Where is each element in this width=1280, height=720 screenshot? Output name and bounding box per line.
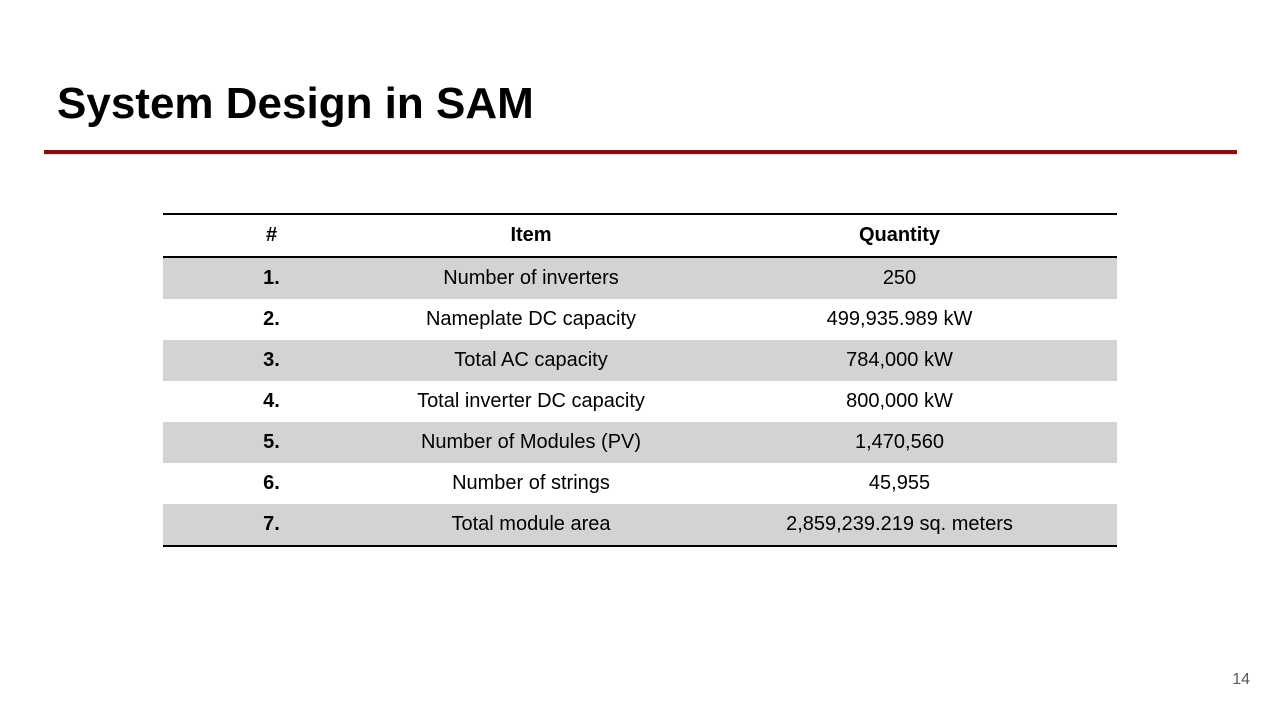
table-row: [163, 381, 1117, 422]
row-number: 2.: [263, 308, 280, 330]
title-divider: [44, 150, 1237, 154]
header-item: Item: [510, 224, 552, 246]
row-quantity: 499,935.989 kW: [826, 308, 973, 330]
table-row: [163, 257, 1117, 299]
page-number: 14: [1232, 671, 1250, 688]
table-row: [163, 463, 1117, 504]
row-number: 1.: [263, 267, 280, 289]
row-quantity: 250: [882, 267, 917, 289]
row-quantity: 784,000 kW: [846, 349, 953, 371]
row-number: 6.: [263, 472, 280, 494]
table-row: [163, 340, 1117, 381]
table-body: [163, 257, 1117, 546]
table-row: [163, 422, 1117, 463]
table-header: [163, 214, 1117, 257]
row-quantity: 1,470,560: [855, 431, 944, 453]
slide-title: System Design in SAM: [57, 79, 534, 128]
row-number: 7.: [263, 513, 280, 535]
system-design-table: [163, 213, 1117, 547]
row-quantity: 45,955: [868, 472, 931, 494]
row-number: 4.: [263, 390, 280, 412]
row-item: Number of strings: [452, 472, 610, 494]
row-item: Total module area: [451, 513, 611, 535]
row-quantity: 2,859,239.219 sq. meters: [786, 513, 1013, 535]
row-item: Total inverter DC capacity: [417, 390, 645, 412]
header-quantity: Quantity: [858, 224, 941, 246]
row-item: Nameplate DC capacity: [425, 308, 637, 330]
row-number: 3.: [263, 349, 280, 371]
table-header-row: [163, 214, 1117, 257]
row-quantity: 800,000 kW: [846, 390, 953, 412]
row-item: Number of Modules (PV): [420, 431, 642, 453]
row-number: 5.: [263, 431, 280, 453]
table-row: [163, 299, 1117, 340]
header-num: #: [265, 224, 278, 246]
table-row: [163, 504, 1117, 546]
row-item: Total AC capacity: [454, 349, 608, 371]
row-item: Number of inverters: [443, 267, 619, 289]
